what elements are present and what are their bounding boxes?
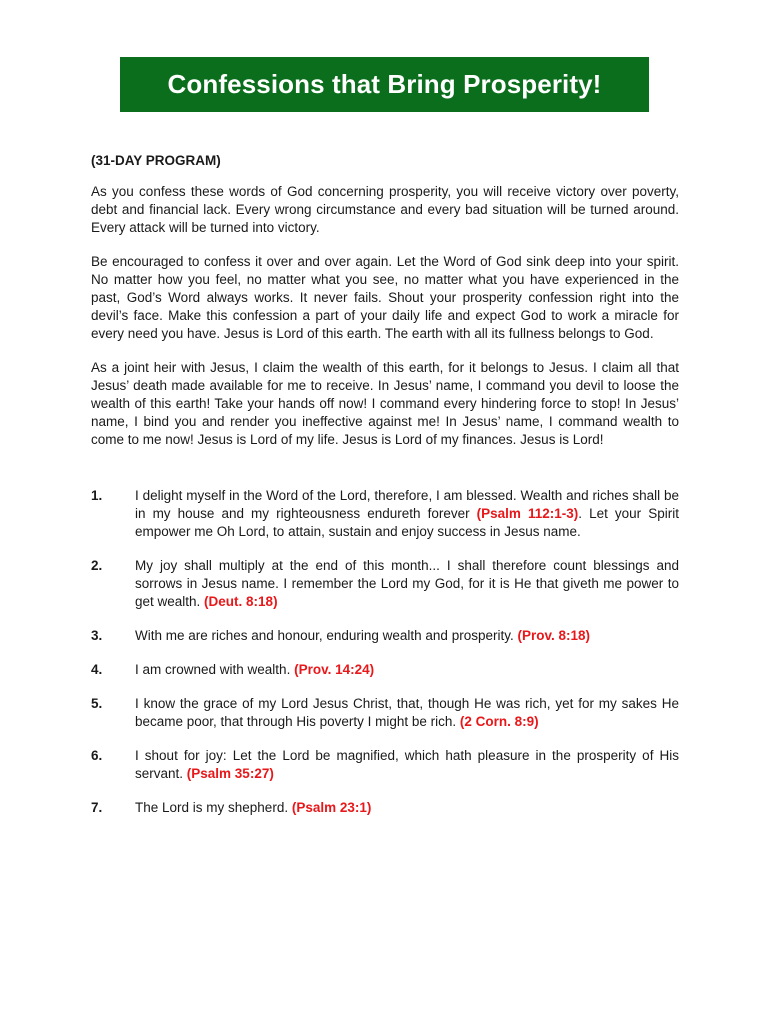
list-item <box>91 661 679 679</box>
scripture-reference: (Prov. 14:24) <box>294 662 375 677</box>
confession-text: I know the grace of my Lord Jesus Christ, that, though He was rich, yet for my sakes He became poor, that through His poverty I might be rich. <box>135 696 679 729</box>
title-banner <box>120 57 649 112</box>
scripture-reference: (Psalm 112:1-3) <box>476 506 579 521</box>
list-item <box>91 695 679 731</box>
list-item <box>91 557 679 611</box>
list-number: 4. <box>91 662 103 677</box>
list-text <box>135 799 679 817</box>
scripture-reference: (2 Corn. 8:9) <box>459 714 539 729</box>
scripture-reference: (Prov. 8:18) <box>517 628 590 643</box>
confession-text: My joy shall multiply at the end of this month... I shall therefore count blessings and sorrows in Jesus name. I remember the Lord my God, for it is He that giveth me power to get wealth. <box>135 558 679 609</box>
list-text <box>135 695 679 731</box>
list-text <box>135 661 679 679</box>
list-number: 6. <box>91 748 103 763</box>
list-number: 5. <box>91 696 103 711</box>
list-number: 3. <box>91 628 103 643</box>
list-item <box>91 627 679 645</box>
page-title: Confessions that Bring Prosperity! <box>167 69 602 99</box>
scripture-reference: (Psalm 23:1) <box>291 800 372 815</box>
list-text <box>135 487 679 541</box>
declaration-paragraph: As a joint heir with Jesus, I claim the wealth of this earth, for it belongs to Jesus. I claim all that Jesus’ death made available for me to receive. In Jesus’ name, I command you devil to loose the wealth of this earth! Take your hands off now! I command every hindering force to stop! In Jesus’ name, I bind you and render you ineffective against me! In Jesus’ name, I command wealth to come to me now! Jesus is Lord of my life. Jesus is Lord of my finances. Jesus is Lord! <box>91 360 679 447</box>
list-item <box>91 747 679 783</box>
list-text <box>135 557 679 611</box>
list-text <box>135 747 679 783</box>
list-item <box>91 487 679 541</box>
confession-text: The Lord is my shepherd. <box>135 800 292 815</box>
confession-text: With me are riches and honour, enduring wealth and prosperity. <box>135 628 518 643</box>
list-item <box>91 799 679 817</box>
list-number: 7. <box>91 800 103 815</box>
list-number: 1. <box>91 488 103 503</box>
intro-paragraph: As you confess these words of God concerning prosperity, you will receive victory over poverty, debt and financial lack. Every wrong circumstance and every bad situation will be turned around. Every attack will be turned into victory. <box>91 184 679 235</box>
confession-text: I am crowned with wealth. <box>135 662 295 677</box>
confession-text: I delight myself in the Word of the Lord, therefore, I am blessed. Wealth and riches shall be in my house and my righteousness endureth forever <box>135 488 679 521</box>
confession-text: I shout for joy: Let the Lord be magnified, which hath pleasure in the prosperity of His servant. <box>135 748 679 781</box>
encouragement-paragraph: Be encouraged to confess it over and over again. Let the Word of God sink deep into your spirit. No matter how you feel, no matter what you see, no matter what you have experienced in the past, God’s Word always works. It never fails. Shout your prosperity confession right into the devil’s face. Make this confession a part of your daily life and expect God to work a miracle for every need you have. Jesus is Lord of this earth. The earth with all its fullness belongs to God. <box>91 254 679 341</box>
confession-list <box>91 487 679 817</box>
list-text <box>135 627 679 645</box>
confession-text-continued: . Let your Spirit empower me Oh Lord, to attain, sustain and enjoy success in Jesus name. <box>135 506 679 539</box>
program-label: (31-DAY PROGRAM) <box>91 153 221 168</box>
scripture-reference: (Psalm 35:27) <box>186 766 274 781</box>
document-body <box>91 152 679 833</box>
list-number: 2. <box>91 558 103 573</box>
scripture-reference: (Deut. 8:18) <box>204 594 278 609</box>
